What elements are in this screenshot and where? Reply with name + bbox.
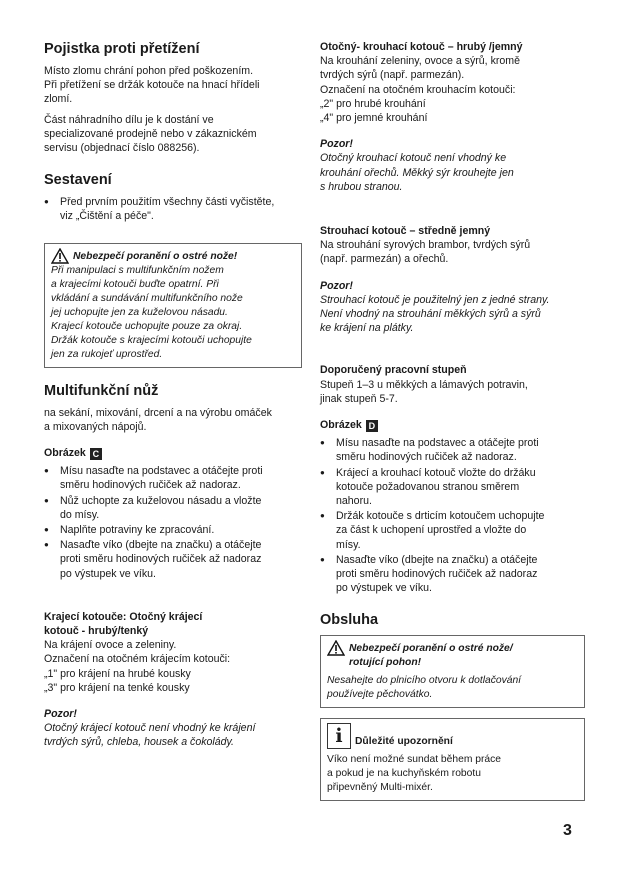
figure-c-letter: C [90, 448, 102, 460]
section-title-assembly: Sestavení [44, 172, 112, 189]
list-item: ● Krájecí a krouhací kotouč vložte do držáku kotouče požadovanou stranou směrem nahoru. [320, 466, 585, 509]
figure-c-label: Obrázek C [44, 446, 302, 460]
multiknife-list [44, 464, 302, 581]
shredding-disc-text: Na strouhání syrových brambor, tvrdých sýrů (např. parmezán) a ořechů. [320, 239, 531, 266]
slicing-note-text: Otočný krájecí kotouč není vhodný ke krájení tvrdých sýrů, chleba, housek a čokolády. [44, 722, 256, 749]
list-item: ● Před prvním použitím všechny části vyčistěte, viz „Čištění a péče". [44, 195, 302, 223]
right-column [320, 40, 585, 801]
overload-text: Místo zlomu chrání pohon před poškozením. Při přetížení se držák kotouče na hnací hřídeli zlomí. [44, 65, 260, 106]
spare-part-text: Část náhradního dílu je k dostání ve specializované prodejně nebo v zákaznickém servisu (objednací číslo 088256). [44, 113, 257, 155]
slicing-note-title: Pozor! [44, 708, 77, 721]
section-title-multiknife: Multifunkční nůž [44, 382, 159, 399]
shredding-disc-title: Strouhací kotouč – středně jemný [320, 225, 491, 238]
page-number: 3 [563, 822, 572, 839]
grating-disc-text: Na krouhání zeleniny, ovoce a sýrů, kromě tvrdých sýrů (např. parmezán). Označení na otočném krouhacím kotouči: „2" pro hrubé krouhání „4" pro jemné krouhání [320, 55, 521, 125]
shredding-note-text: Strouhací kotouč je použitelný jen z jedné strany. Není vhodný na strouhání měkkých sýrů a sýrů ke krájení na plátky. [320, 293, 550, 335]
grating-note-title: Pozor! [320, 138, 353, 151]
info-title-row [327, 723, 578, 749]
list-item: ● Naplňte potraviny ke zpracování. [44, 523, 302, 537]
list-item: ● Nasaďte víko (dbejte na značku) a otáčejte proti směru hodinových ručiček až nadoraz po výstupek ve víku. [44, 538, 302, 581]
list-item: ● Držák kotouče s drticím kotoučem uchopujte za část k uchopení uprostřed a vložte do mísy. [320, 509, 585, 552]
speed-text: Stupeň 1–3 u měkkých a lámavých potravin, jinak stupeň 5-7. [320, 378, 528, 405]
info-title: Důležité upozornění [355, 735, 453, 747]
section-title-operation: Obsluha [320, 611, 379, 628]
slicing-discs-title: Krajecí kotouče: Otočný krájecí kotouč - hrubý/tenký [44, 610, 203, 638]
figure-d-label: Obrázek D [320, 418, 585, 432]
warning-title: Nebezpečí poranění o ostré nože! [73, 250, 238, 262]
info-icon: i [327, 723, 351, 749]
grating-disc-title: Otočný- krouhací kotouč – hrubý /jemný [320, 41, 523, 53]
warning-box-knives [44, 243, 302, 368]
assembly-list [44, 195, 302, 223]
grating-note-text: Otočný krouhací kotouč není vhodný ke krouhání ořechů. Měkký sýr krouhejte jen s hrubou stranou. [320, 152, 514, 193]
warning-triangle-icon [327, 640, 345, 656]
warning-triangle-icon [51, 248, 69, 264]
warning-title: Nebezpečí poranění o ostré nože/ rotující pohon! [349, 642, 513, 668]
section-title-overload: Pojistka proti přetížení [44, 41, 200, 57]
info-box [320, 718, 585, 801]
figure-d-letter: D [366, 420, 378, 432]
info-text: Víko není možné sundat během práce a pokud je na kuchyňském robotu připevněný Multi-mixér. [327, 753, 502, 793]
warning-text: Při manipulaci s multifunkčním nožem a krajecími kotouči buďte opatrní. Při vkládání a sundávání multifunkčního nože jej uchopujte jen za kuželovou násadu. Krajecí kotouče uchopujte pouze za okraj. Držák kotouče s krajecími kotouči uchopujte jen za rukojeť uprostřed. [51, 264, 252, 360]
speed-title: Doporučený pracovní stupeň [320, 364, 467, 377]
slicing-discs-text: Na krájení ovoce a zeleniny. Označení na otočném krájecím kotouči: „1" pro krájení na hrubé kousky „3" pro krájení na tenké kousky [44, 639, 231, 694]
list-item: ● Mísu nasaďte na podstavec a otáčejte proti směru hodinových ručiček až nadoraz. [320, 436, 585, 464]
warning-box-rotating [320, 635, 585, 708]
discs-list [320, 436, 585, 595]
warning-text: Nesahejte do plnicího otvoru k dotlačování používejte pěchovátko. [327, 674, 522, 700]
list-item: ● Mísu nasaďte na podstavec a otáčejte proti směru hodinových ručiček až nadoraz. [44, 464, 302, 492]
shredding-note-title: Pozor! [320, 279, 353, 292]
multiknife-text: na sekání, mixování, drcení a na výrobu omáček a mixovaných nápojů. [44, 406, 272, 433]
list-item: ● Nasaďte víko (dbejte na značku) a otáčejte proti směru hodinových ručiček až nadoraz po výstupek ve víku. [320, 553, 585, 596]
list-item: ● Nůž uchopte za kuželovou násadu a vložte do mísy. [44, 494, 302, 522]
left-column [44, 40, 302, 750]
